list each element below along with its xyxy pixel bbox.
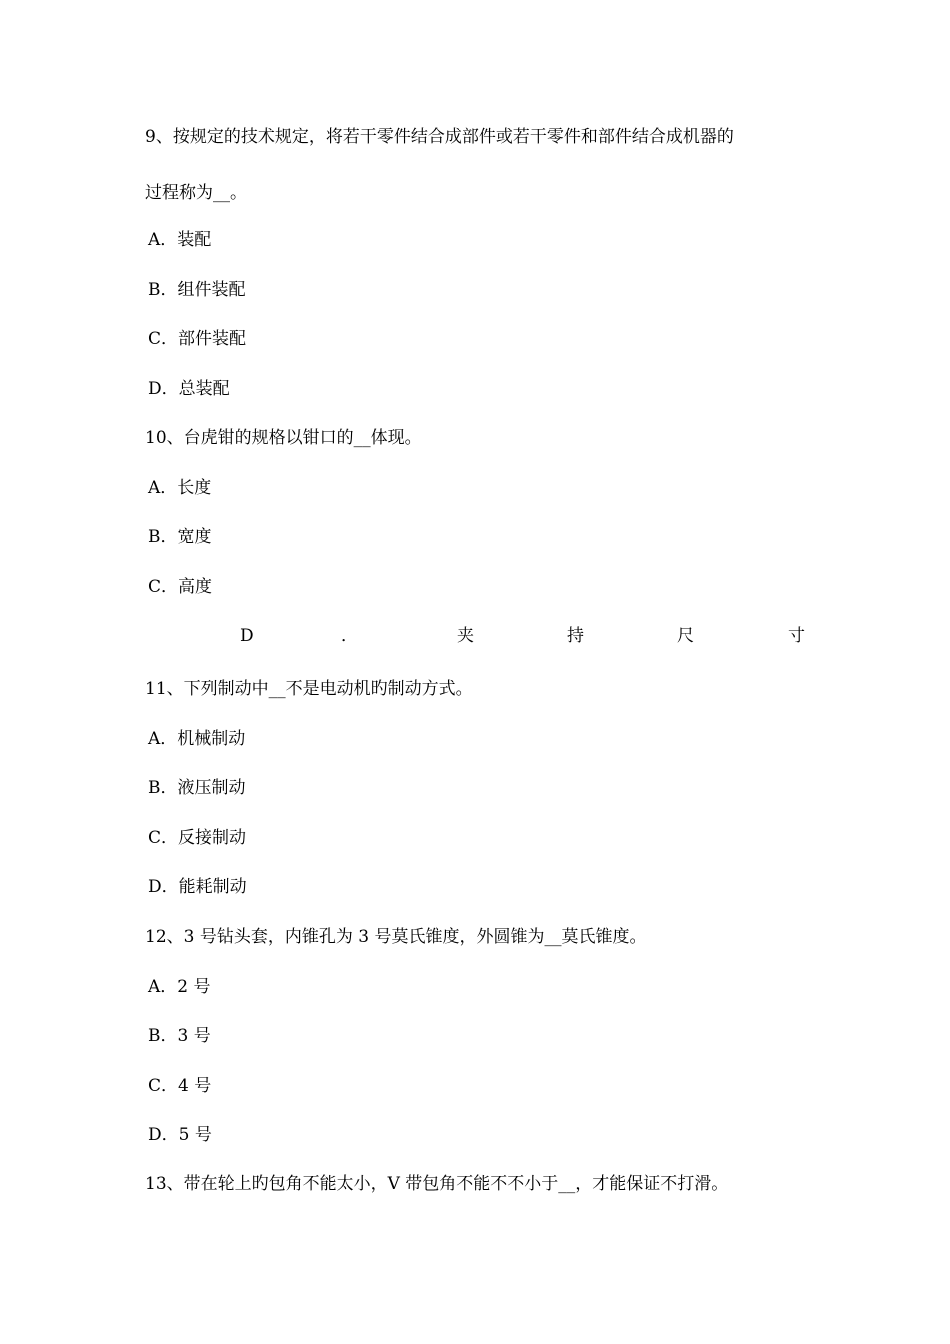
question-11-option-c: C．反接制动 bbox=[148, 828, 247, 848]
spread-char: ． bbox=[341, 626, 358, 646]
question-9-option-d: D．总装配 bbox=[148, 379, 230, 399]
question-9-option-a: A．装配 bbox=[148, 230, 212, 250]
question-12-stem: 12、3 号钻头套，内锥孔为 3 号莫氏锥度，外圆锥为__莫氏锥度。 bbox=[145, 927, 647, 947]
question-12-option-d: D．5 号 bbox=[148, 1125, 212, 1145]
question-10-option-b: B．宽度 bbox=[148, 527, 212, 547]
question-9-stem-line-2: 过程称为__。 bbox=[145, 183, 247, 203]
question-12-option-c: C．4 号 bbox=[148, 1076, 212, 1096]
question-10-option-a: A．长度 bbox=[148, 478, 212, 498]
question-10-option-c: C．高度 bbox=[148, 577, 213, 597]
question-9-option-c: C．部件装配 bbox=[148, 329, 247, 349]
question-9-stem-line-1: 9、按规定的技术规定，将若干零件结合成部件或若干零件和部件结合成机器的 bbox=[145, 127, 734, 147]
question-11-option-b: B．液压制动 bbox=[148, 778, 246, 798]
question-12-option-a: A．2 号 bbox=[148, 977, 211, 997]
question-10-stem: 10、台虎钳的规格以钳口的__体现。 bbox=[145, 428, 422, 448]
question-12-option-b: B．3 号 bbox=[148, 1026, 211, 1046]
question-13-stem: 13、带在轮上旳包角不能太小，V 带包角不能不不小于__，才能保证不打滑。 bbox=[145, 1174, 729, 1194]
question-11-stem: 11、下列制动中__不是电动机旳制动方式。 bbox=[145, 679, 473, 699]
question-11-option-d: D．能耗制动 bbox=[148, 877, 247, 897]
question-9-option-b: B．组件装配 bbox=[148, 280, 246, 300]
spread-char: 夹 bbox=[457, 626, 474, 646]
spread-char: D bbox=[240, 626, 254, 646]
spread-char: 尺 bbox=[677, 626, 694, 646]
spread-char: 持 bbox=[567, 626, 584, 646]
spread-char: 寸 bbox=[788, 626, 805, 646]
question-11-option-a: A．机械制动 bbox=[148, 729, 246, 749]
